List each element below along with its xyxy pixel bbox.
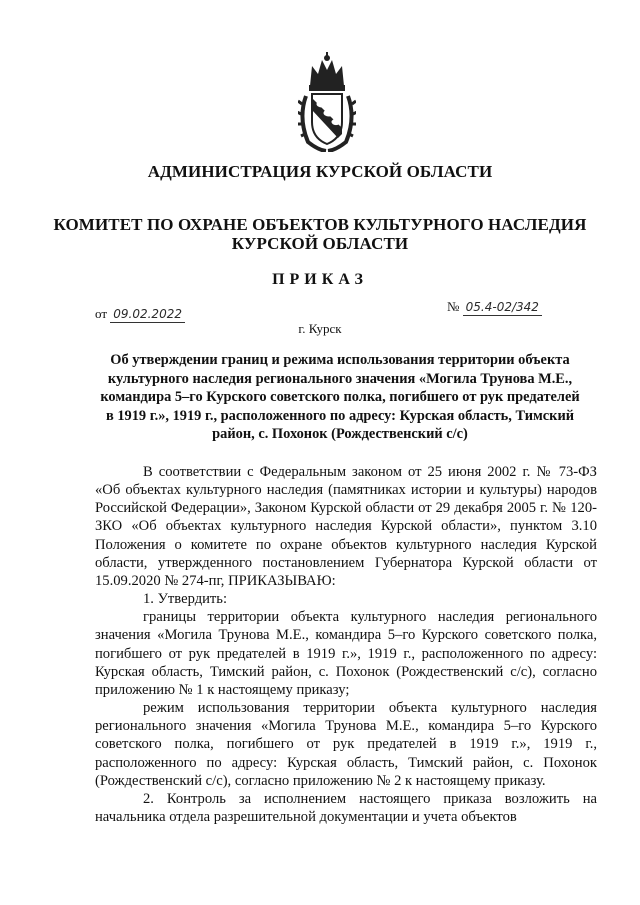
order-number — [447, 299, 542, 316]
order-subject: Об утверждении границ и режима использования территории объекта культурного наследия регионального значения «Могила Трунова М.Е., командира 5–го Курского советского полка, погибшего от рук предателей в 1919 г.», 1919 г., расположенного по адресу: Курская область, Тимский район, с. Похонок (Рождественский с/с) — [100, 352, 580, 443]
administration-title: АДМИНИСТРАЦИЯ КУРСКОЙ ОБЛАСТИ — [147, 162, 493, 181]
paragraph-preamble: В соответствии с Федеральным законом от 25 июня 2002 г. № 73-ФЗ «Об объектах культурного наследия (памятниках истории и культуры) народов Российской Федерации», Законом Курской области от 29 декабря 2005 г. № 120-ЗКО «Об объектах культурного наследия Курской области», пунктом 3.10 Положения о комитете по охране объектов культурного наследия Курской области, утвержденного постановлением Губернатора Курской области от 15.09.2020 № 274-пг, ПРИКАЗЫВАЮ: — [95, 464, 597, 589]
paragraph-regime: режим использования территории объекта культурного наследия регионального значения «Могила Трунова М.Е., командира 5–го Курского советского полка, погибшего от рук предателей в 1919 г.», 1919 г., расположенного по адресу: Курская область, Тимский район, с. Похонок (Рождественский с/с), согласно приложению № 2 к настоящему приказу. — [95, 700, 597, 789]
order-body — [95, 463, 597, 826]
number-prefix: № — [447, 299, 460, 314]
number-value: 05.4-02/342 — [463, 300, 542, 316]
committee-title-line2: КУРСКОЙ ОБЛАСТИ — [231, 234, 409, 253]
paragraph-item-1: 1. Утвердить: — [143, 591, 228, 608]
kursk-coat-of-arms-icon — [298, 52, 356, 152]
committee-title-line1: КОМИТЕТ ПО ОХРАНЕ ОБЪЕКТОВ КУЛЬТУРНОГО НАСЛЕДИЯ — [53, 215, 587, 234]
document-type: ПРИКАЗ — [272, 271, 368, 288]
city: г. Курск — [298, 321, 342, 336]
paragraph-item-2: 2. Контроль за исполнением настоящего приказа возложить на начальника отдела разрешительной документации и учета объектов — [95, 790, 597, 825]
paragraph-boundaries: границы территории объекта культурного наследия регионального значения «Могила Трунова М.Е., командира 5–го Курского советского полка, погибшего от рук предателей в 1919 г.», 1919 г., расположенного по адресу: Курская область, Тимский район, с. Похонок (Рождественский с/с), согласно приложению № 1 к настоящему приказу; — [95, 609, 597, 698]
date-value: 09.02.2022 — [110, 307, 185, 323]
date-prefix: от — [95, 306, 108, 321]
